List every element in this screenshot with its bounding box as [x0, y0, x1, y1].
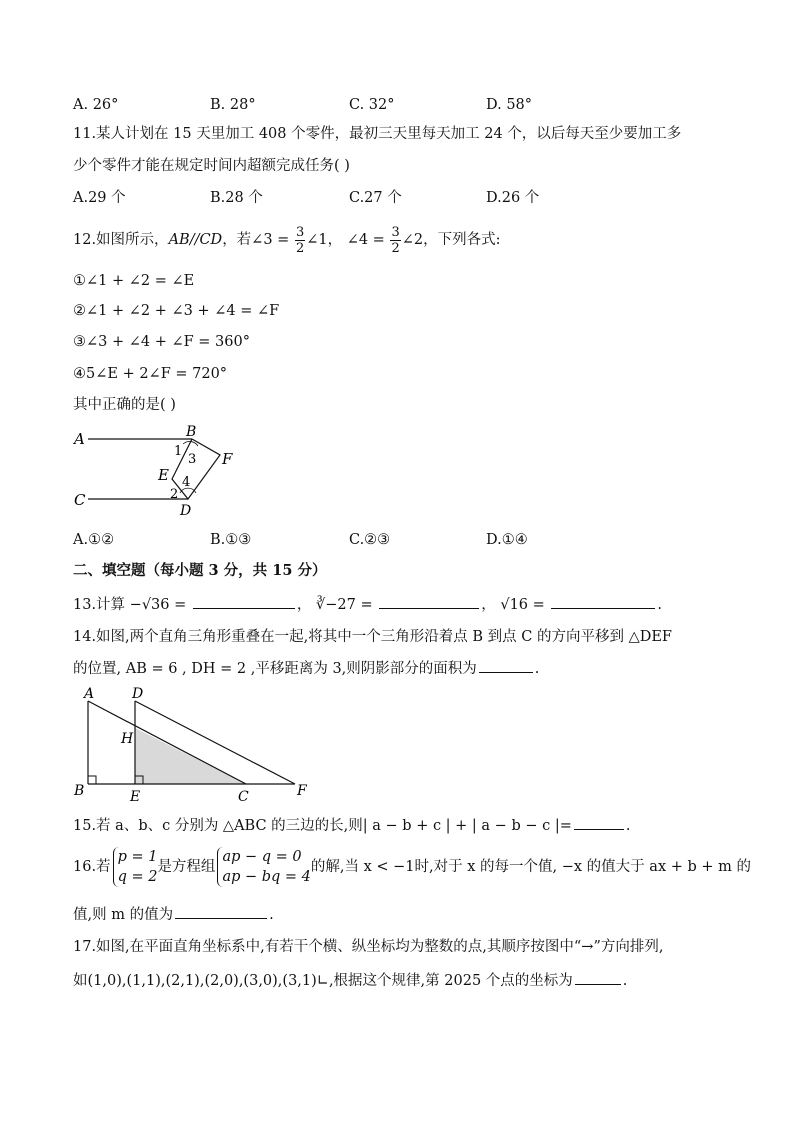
q12-cond1-post: ∠1， [306, 232, 343, 248]
q16-post: 的解,当 x < −1时,对于 x 的每一个值, −x 的值大于 ax + b + m 的 [310, 859, 751, 875]
q12-label-b: B [186, 424, 197, 440]
q12-option-a: A.①② [73, 532, 115, 548]
q12-fraction-1: $\frac{3}{2}$ [295, 224, 305, 256]
q14-label-b: B [74, 783, 85, 799]
q16-end: . [269, 907, 274, 923]
q11-option-b: B.28 个 [210, 190, 263, 206]
q14-figure [70, 684, 315, 808]
q10-option-c: C. 32° [349, 97, 395, 113]
q12-parallel: AB//CD [168, 232, 223, 248]
q16-mid: 是方程组 [157, 859, 216, 875]
q14-label-h: H [121, 731, 134, 747]
q12-cond1-pre: ，若∠3 = [222, 232, 290, 248]
q16-sys1-eq2: q = 2 [117, 869, 158, 885]
q12-option-d: D.①④ [486, 532, 528, 548]
q13-end: . [657, 597, 662, 613]
q10-option-d: D. 58° [486, 97, 533, 113]
q12-label-d: D [180, 503, 192, 519]
q15 [73, 815, 630, 836]
q17-end: . [622, 973, 628, 989]
q12-label-4: 4 [182, 475, 191, 490]
q14-line2-wrap [73, 658, 539, 679]
q12-option-b: B.①③ [210, 532, 252, 548]
q16-sys1-eq1: p = 1 [117, 849, 158, 865]
q15-text: 15.若 a、b、c 分别为 △ABC 的三边的长,则| a − b + c | + | a − b − c |= [73, 818, 572, 834]
q11-option-c: C.27 个 [349, 190, 402, 206]
q16-line1 [73, 842, 751, 892]
q12-stem [73, 222, 501, 258]
q11-option-d: D.26 个 [486, 190, 540, 206]
q13-blank-3 [551, 594, 655, 609]
q13-blank-2 [379, 594, 479, 609]
q14-line1: 14.如图,两个直角三角形重叠在一起,将其中一个三角形沿着点 B 到点 C 的方向平移到 △DEF [73, 629, 672, 645]
q14-label-f: F [297, 783, 307, 799]
q12-figure [70, 422, 250, 520]
q14-label-d: D [132, 686, 144, 702]
q13-blank-1 [193, 594, 295, 609]
q14-label-e: E [130, 789, 141, 805]
q13-prefix: 13.计算 −√36 = [73, 597, 187, 613]
q12-statement-1: ①∠1 + ∠2 = ∠E [73, 273, 195, 289]
q17-line1: 17.如图,在平面直角坐标系中,有若干个横、纵坐标均为整数的点,其顺序按图中“→”方向排列, [73, 939, 664, 955]
q16-prefix: 16.若 [73, 859, 111, 875]
q14-label-a: A [84, 686, 95, 702]
q16-system-2 [217, 847, 310, 887]
q16-line2 [73, 904, 274, 925]
q13-sqrt16: √16 = [500, 597, 545, 613]
q13-sep-1: ， [296, 597, 312, 613]
q14-shaded-region [135, 703, 246, 784]
q15-blank [574, 815, 624, 830]
q12-label-2: 2 [170, 487, 179, 502]
q12-label-a: A [74, 430, 85, 448]
q16-sys2-eq2: ap − bq = 4 [222, 869, 311, 885]
q17-line2-wrap [73, 970, 627, 991]
q12-label-3: 3 [188, 452, 197, 467]
q17-blank [575, 970, 621, 985]
q16-blank [175, 904, 267, 919]
q14-label-c: C [238, 789, 249, 805]
q14-blank [479, 658, 533, 673]
q12-cond2-post: ∠2，下列各式: [401, 232, 501, 248]
q10-option-b: B. 28° [210, 97, 256, 113]
q16-system-1 [113, 847, 158, 887]
q12-option-c: C.②③ [349, 532, 391, 548]
q12-statement-3: ③∠3 + ∠4 + ∠F = 360° [73, 334, 250, 350]
q14-end: . [534, 661, 540, 677]
q12-label-c: C [74, 491, 86, 509]
q15-end: . [625, 818, 631, 834]
q12-statement-4: ④5∠E + 2∠F = 720° [73, 366, 228, 382]
q13-sep-2: ， [481, 597, 496, 613]
q13-cube-root: ∛−27 = [316, 597, 373, 613]
q13 [73, 594, 662, 615]
q11-option-a: A.29 个 [73, 190, 126, 206]
q14-right-angle-b [88, 776, 96, 784]
q11-line1: 11.某人计划在 15 天里加工 408 个零件，最初三天里每天加工 24 个，以后每天至少要加工多 [73, 126, 682, 142]
q10-option-a: A. 26° [73, 97, 119, 113]
q12-fraction-2: $\frac{3}{2}$ [391, 224, 400, 256]
q14-line2: 的位置, AB = 6 , DH = 2 ,平移距离为 3,则阴影部分的面积为 [73, 661, 477, 677]
q12-label-e: E [158, 466, 169, 484]
q12-question: 其中正确的是( ) [73, 397, 176, 413]
q11-line2: 少个零件才能在规定时间内超额完成任务( ) [73, 158, 350, 174]
q12-statement-2: ②∠1 + ∠2 + ∠3 + ∠4 = ∠F [73, 303, 280, 319]
q16-line2-text: 值,则 m 的值为 [73, 907, 174, 923]
q12-label-f: F [222, 450, 233, 468]
q12-label-1: 1 [174, 444, 183, 459]
q16-sys2-eq1: ap − q = 0 [222, 849, 302, 865]
q17-line2: 如(1,0),(1,1),(2,1),(2,0),(3,0),(3,1)∟,根据这个规律,第 2025 个点的坐标为 [73, 973, 573, 989]
q12-cond2-pre: ∠4 = [346, 232, 385, 248]
q12-prefix: 12.如图所示， [73, 232, 169, 248]
section-2-heading: 二、填空题（每小题 3 分，共 15 分） [73, 562, 327, 579]
